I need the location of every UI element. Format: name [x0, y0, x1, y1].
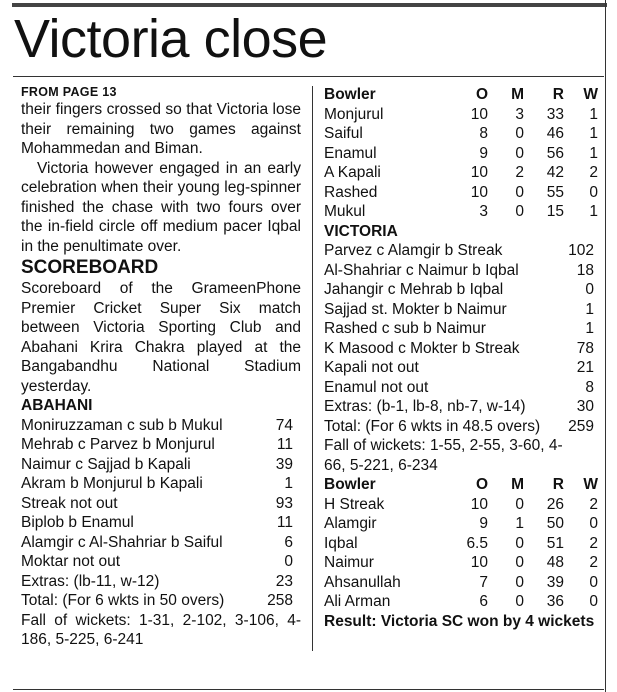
- batter-name: Sajjad st. Mokter b Naimur: [324, 300, 507, 318]
- batter-name: Kapali not out: [324, 359, 419, 376]
- bowler-name: Ahsanullah: [324, 573, 401, 591]
- batter-name: Moniruzzaman c sub b Mukul: [21, 416, 223, 434]
- wickets-header: W: [583, 86, 598, 103]
- runs-header: R: [552, 86, 564, 103]
- batter-name: Alamgir c Al-Shahriar b Saiful: [21, 533, 223, 551]
- runs-conceded: 42: [546, 164, 564, 181]
- batting-row: [21, 416, 301, 436]
- batter-runs: 0: [284, 553, 293, 570]
- abahani-fall-of-wickets: Fall of wickets: 1-31, 2-102, 3-106, 4-186, 5-225, 6-241: [21, 611, 301, 648]
- bowler-name: Enamul: [324, 144, 377, 162]
- overs: 10: [470, 495, 488, 513]
- extras-value: 30: [576, 398, 594, 415]
- batting-row: [324, 339, 598, 359]
- batter-runs: 1: [284, 475, 293, 492]
- runs-conceded: 46: [546, 125, 564, 142]
- batter-runs: 102: [568, 242, 594, 259]
- batting-row: [21, 455, 301, 475]
- batter-runs: 21: [576, 359, 594, 376]
- intro-paragraph-1: their fingers crossed so that Victoria lose their remaining two games against Mohammedan and Biman.: [21, 101, 301, 157]
- maidens: 3: [515, 105, 524, 123]
- right-column: [324, 85, 598, 631]
- batter-runs: 78: [576, 339, 594, 357]
- abahani-bowling: [324, 495, 598, 612]
- batting-row: [21, 474, 301, 494]
- total-value: 258: [267, 592, 293, 609]
- headline-rule: [13, 76, 604, 77]
- maidens: 2: [515, 164, 524, 181]
- bowling-row: [324, 514, 598, 534]
- batting-row: [324, 241, 598, 261]
- batter-name: Biplob b Enamul: [21, 514, 134, 531]
- batter-runs: 0: [585, 281, 594, 298]
- bowler-name: Alamgir: [324, 515, 377, 532]
- abahani-batting: [21, 416, 301, 611]
- overs: 6.5: [466, 534, 488, 552]
- match-result: Result: Victoria SC won by 4 wickets: [324, 612, 595, 630]
- batting-row: [324, 261, 598, 281]
- runs-conceded: 48: [546, 554, 564, 571]
- bowler-name: Naimur: [324, 554, 374, 571]
- maidens: 0: [515, 554, 524, 571]
- batter-runs: 93: [275, 494, 293, 512]
- maidens-header: M: [511, 476, 524, 493]
- runs-conceded: 26: [546, 495, 564, 513]
- batting-row: [21, 513, 301, 533]
- batting-row: [324, 280, 598, 300]
- scoreboard-heading: SCOREBOARD: [21, 257, 159, 278]
- bowling-row: [324, 163, 598, 183]
- wickets: 2: [589, 554, 598, 571]
- maidens: 0: [515, 534, 524, 552]
- runs-conceded: 56: [546, 144, 564, 162]
- runs-conceded: 50: [546, 515, 564, 532]
- bowler-name: Saiful: [324, 125, 363, 142]
- bowling-row: [324, 124, 598, 144]
- batter-runs: 18: [576, 261, 594, 279]
- maidens: 0: [515, 495, 524, 513]
- wickets: 0: [589, 573, 598, 591]
- top-rule: [12, 3, 607, 7]
- bowling-row: [324, 573, 598, 593]
- overs: 6: [479, 593, 488, 610]
- bowling-row: [324, 105, 598, 125]
- bottom-rule: [13, 689, 604, 690]
- right-border: [605, 0, 606, 692]
- wickets: 2: [589, 164, 598, 181]
- batting-row: [324, 319, 598, 339]
- wickets: 1: [589, 203, 598, 220]
- batting-row: [21, 552, 301, 572]
- extras-row: [324, 397, 598, 417]
- victoria-batting: [324, 241, 598, 436]
- total-label: Total: (For 6 wkts in 50 overs): [21, 592, 225, 609]
- scoreboard-intro: Scoreboard of the GrameenPhone Premier Cricket Super Six match between Victoria Sporting Club and Abahani Krira Chakra played at the Bangabandhu National Stadium yesterday.: [21, 280, 301, 395]
- wickets: 1: [589, 125, 598, 142]
- maidens: 0: [515, 183, 524, 201]
- headline: Victoria close: [14, 9, 328, 69]
- wickets: 0: [589, 183, 598, 201]
- batting-row: [21, 435, 301, 455]
- batter-name: Akram b Monjurul b Kapali: [21, 475, 203, 492]
- bowling-row: [324, 202, 598, 222]
- bowling-row: [324, 534, 598, 554]
- batter-name: Rashed c sub b Naimur: [324, 320, 486, 337]
- bowler-header: Bowler: [324, 476, 376, 493]
- batting-row: [324, 378, 598, 398]
- wickets: 1: [589, 144, 598, 162]
- bowler-name: Rashed: [324, 183, 378, 201]
- bowler-name: H Streak: [324, 495, 385, 513]
- runs-conceded: 55: [546, 183, 564, 201]
- intro-paragraph-2: Victoria however engaged in an early celebration when their young leg-spinner finished the chase with two fours over the in-field circle off medium pacer Iqbal in the penultimate over.: [21, 159, 301, 255]
- batter-name: Al-Shahriar c Naimur b Iqbal: [324, 261, 519, 279]
- overs: 8: [479, 125, 488, 142]
- bowling-row: [324, 592, 598, 612]
- batter-runs: 11: [276, 436, 293, 453]
- overs: 9: [479, 144, 488, 162]
- wickets: 2: [589, 495, 598, 513]
- batter-runs: 1: [585, 300, 594, 318]
- bowling-header-row: [324, 475, 598, 495]
- bowler-name: A Kapali: [324, 164, 381, 181]
- maidens: 0: [515, 125, 524, 142]
- total-value: 259: [568, 417, 594, 435]
- batter-name: Mehrab c Parvez b Monjurul: [21, 436, 215, 453]
- extras-row: [21, 572, 301, 592]
- maidens: 1: [515, 515, 524, 532]
- batter-runs: 11: [276, 514, 293, 531]
- batter-name: Parvez c Alamgir b Streak: [324, 242, 503, 259]
- victoria-fall-of-wickets-line-1: Fall of wickets: 1-55, 2-55, 3-60, 4-: [324, 437, 563, 454]
- overs: 10: [470, 105, 488, 123]
- bowling-row: [324, 183, 598, 203]
- bowler-header: Bowler: [324, 86, 376, 103]
- batter-name: K Masood c Mokter b Streak: [324, 339, 520, 357]
- batting-row: [324, 300, 598, 320]
- overs: 10: [470, 554, 488, 571]
- batting-row: [324, 358, 598, 378]
- runs-conceded: 39: [546, 573, 564, 591]
- bowler-name: Mukul: [324, 203, 366, 220]
- wickets: 2: [589, 534, 598, 552]
- batter-runs: 39: [275, 455, 293, 473]
- bowler-name: Monjurul: [324, 105, 384, 123]
- from-page-label: FROM PAGE 13: [21, 85, 117, 99]
- maidens-header: M: [511, 86, 524, 103]
- bowling-row: [324, 144, 598, 164]
- bowling-row: [324, 495, 598, 515]
- wickets-header: W: [583, 476, 598, 493]
- overs-header: O: [475, 476, 488, 493]
- bowling-row: [324, 553, 598, 573]
- extras-value: 23: [275, 572, 293, 590]
- runs-conceded: 51: [546, 534, 564, 552]
- maidens: 0: [515, 144, 524, 162]
- batter-name: Jahangir c Mehrab b Iqbal: [324, 281, 504, 298]
- maidens: 0: [515, 593, 524, 610]
- left-column: [21, 85, 301, 650]
- victoria-fall-of-wickets-line-2: 66, 5-221, 6-234: [324, 456, 438, 474]
- batting-row: [21, 494, 301, 514]
- extras-label: Extras: (lb-11, w-12): [21, 572, 160, 590]
- overs: 7: [479, 573, 488, 591]
- runs-conceded: 36: [546, 593, 564, 610]
- runs-conceded: 33: [546, 105, 564, 123]
- overs: 3: [479, 203, 488, 220]
- column-divider: [312, 86, 313, 651]
- bowling-header-row: [324, 85, 598, 105]
- bowler-name: Ali Arman: [324, 593, 391, 610]
- batting-row: [21, 533, 301, 553]
- batter-name: Moktar not out: [21, 553, 121, 570]
- wickets: 0: [589, 593, 598, 610]
- batter-runs: 6: [284, 533, 293, 551]
- total-label: Total: (For 6 wkts in 48.5 overs): [324, 417, 541, 435]
- batter-name: Enamul not out: [324, 378, 429, 396]
- wickets: 0: [589, 515, 598, 532]
- victoria-bowling: [324, 105, 598, 222]
- batter-runs: 1: [585, 320, 594, 337]
- bowler-name: Iqbal: [324, 534, 358, 552]
- batter-name: Streak not out: [21, 494, 118, 512]
- overs-header: O: [475, 86, 488, 103]
- batter-runs: 8: [585, 378, 594, 396]
- overs: 10: [470, 164, 488, 181]
- runs-conceded: 15: [546, 203, 564, 220]
- wickets: 1: [589, 105, 598, 123]
- extras-label: Extras: (b-1, lb-8, nb-7, w-14): [324, 398, 526, 415]
- maidens: 0: [515, 203, 524, 220]
- abahani-heading: ABAHANI: [21, 397, 93, 414]
- runs-header: R: [552, 476, 564, 493]
- overs: 10: [470, 183, 488, 201]
- total-row: [324, 417, 598, 437]
- maidens: 0: [515, 573, 524, 591]
- total-row: [21, 591, 301, 611]
- victoria-heading: VICTORIA: [324, 222, 398, 240]
- overs: 9: [479, 515, 488, 532]
- batter-runs: 74: [275, 416, 293, 434]
- batter-name: Naimur c Sajjad b Kapali: [21, 455, 191, 473]
